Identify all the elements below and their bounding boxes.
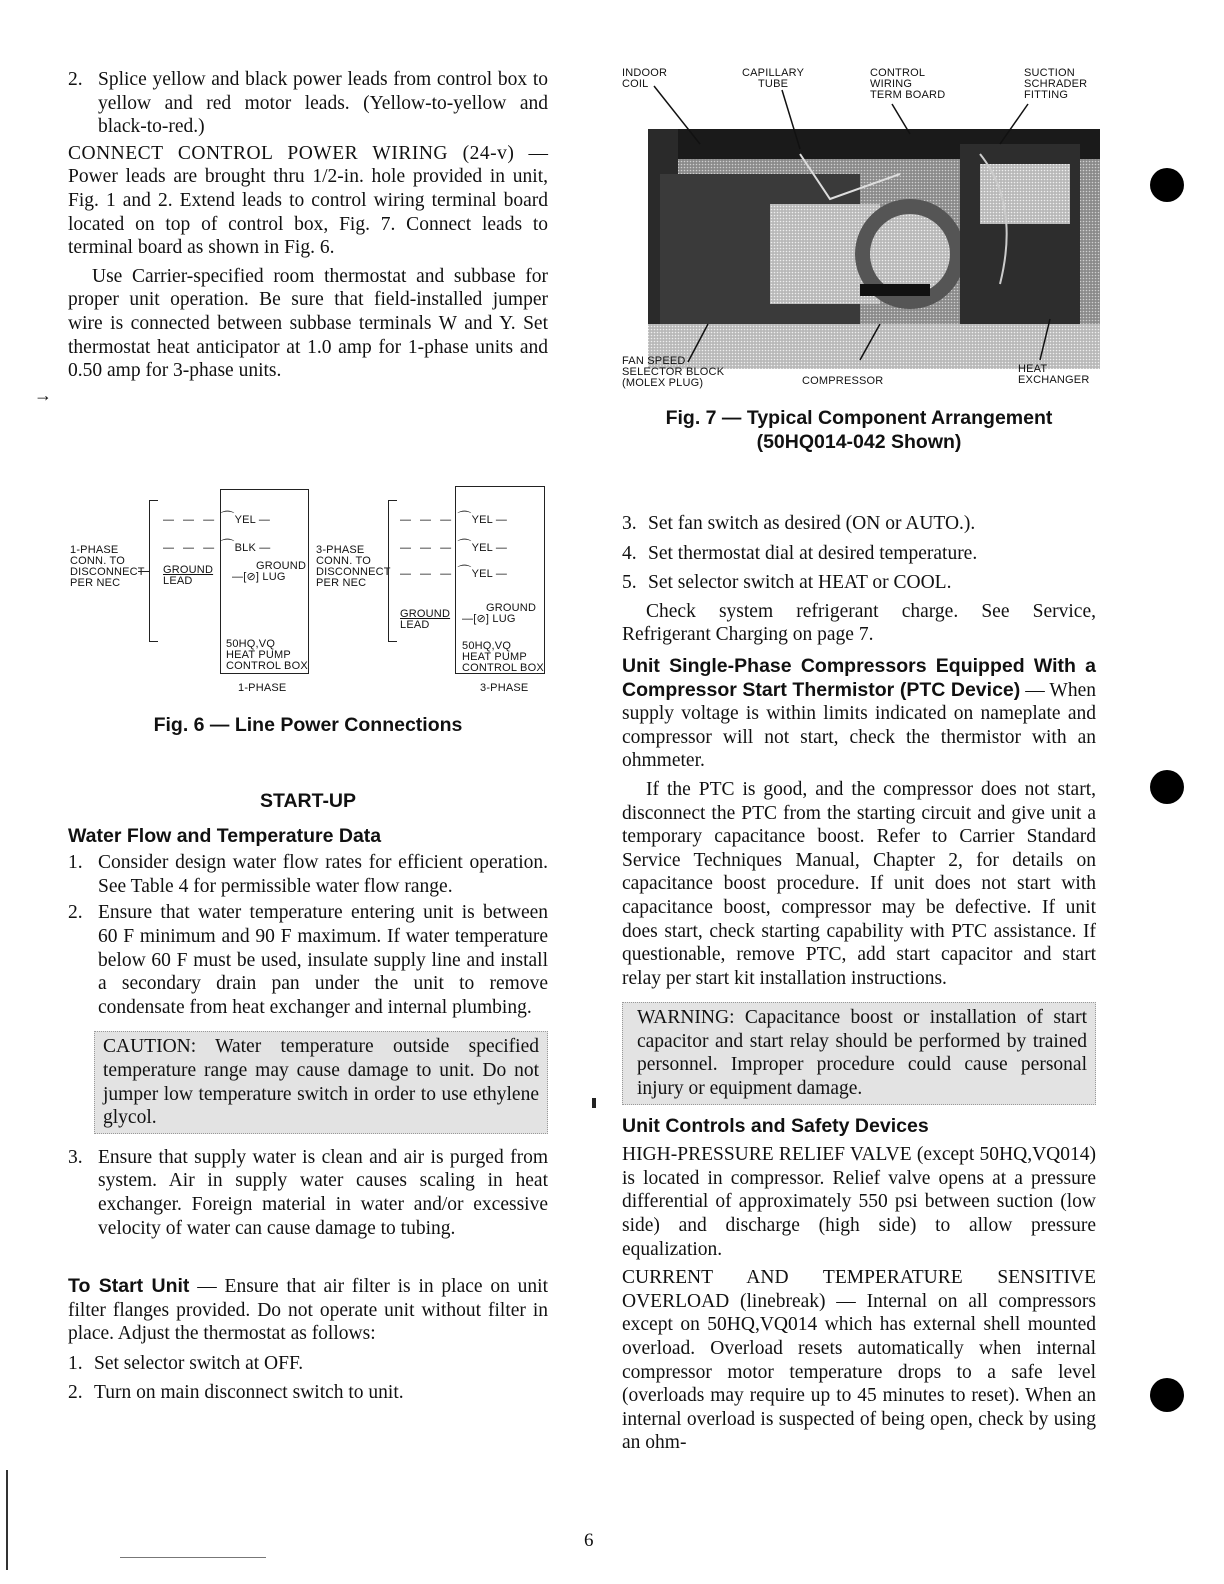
list-item: 2. Turn on main disconnect switch to unit. — [68, 1382, 404, 1404]
list-item: 1. Set selector switch at OFF. — [68, 1352, 304, 1374]
water-flow-heading: Water Flow and Temperature Data — [68, 824, 382, 847]
list-item: 5. Set selector switch at HEAT or COOL. — [622, 572, 952, 594]
box-label-1: 50HQ,VQ HEAT PUMP CONTROL BOX — [226, 638, 308, 672]
yel-1: — — — ⌒YEL — — [163, 510, 271, 526]
list-item: 4. Set thermostat dial at desired temperature. — [622, 542, 978, 564]
fig6-diagram — [70, 485, 560, 700]
list-item: 2. Ensure that water temperature entering unit is between 60 F minimum and 90 F maximum. If water temperature below 60 F must be used, insulate supply line and install a secondary drain pan under the unit to remove condensate from heat exchanger and internal plumbing. — [68, 902, 548, 1018]
label-compressor: COMPRESSOR — [802, 375, 884, 387]
startup-heading: START-UP — [259, 790, 357, 812]
ground-lead-3: GROUND LEAD — [400, 608, 451, 631]
caution-box: CAUTION: Water temperature outside specified temperature range may cause damage to unit. Do not jumper low temperature switch in order to use ethylene glycol. — [94, 1031, 548, 1133]
label-1phase: 1-PHASE — [238, 682, 287, 694]
startup-section — [68, 790, 548, 1405]
label-1phase-conn: 1-PHASE CONN. TO DISCONNECT PER NEC — [70, 544, 145, 589]
yel-3a: — — — ⌒YEL — — [400, 510, 508, 526]
controls-heading: Unit Controls and Safety Devices — [622, 1114, 929, 1137]
thermostat-paragraph: Use Carrier-specified room thermostat and subbase for proper unit operation. Be sure that field-installed jumper wire is connected between subbase terminals W and Y. Set thermostat heat anticipator at 1.0 amp for 1-phase units and 0.50 amp for 3-phase units. — [68, 265, 548, 382]
right-column — [622, 512, 1096, 1455]
list-item: 3. Ensure that supply water is clean and air is purged from system. Air in supply water causes scaling in heat exchanger. Foreign material in water and/or excessive velocity of water can cause damage to tubing. — [68, 1146, 548, 1239]
bracket-3phase — [388, 500, 397, 642]
bottom-rule — [120, 1557, 266, 1558]
yel-3c: — — — ⌒YEL — — [400, 564, 508, 580]
control-wiring-heading: CONNECT CONTROL POWER WIRING (24-v) — [68, 142, 515, 164]
margin-bullet — [1150, 770, 1184, 804]
list-item: 3. Set fan switch as desired (ON or AUTO.). — [622, 513, 976, 534]
label-suction-fitting: SUCTION SCHRADER FITTING — [1024, 67, 1088, 101]
tick-1phase — [138, 571, 149, 572]
bracket-1phase — [149, 500, 158, 642]
check-charge-paragraph: Check system refrigerant charge. See Service, Refrigerant Charging on page 7. — [622, 600, 1096, 646]
fig7-figure — [620, 64, 1100, 394]
label-heat-exchanger: HEAT EXCHANGER — [1018, 363, 1090, 386]
label-control-board: CONTROL WIRING TERM BOARD — [870, 67, 946, 101]
list-item: 2. Splice yellow and black power leads from control box to yellow and red motor leads. (Yellow-to-yellow and black-to-red.) — [68, 69, 548, 138]
label-3phase: 3-PHASE — [480, 682, 529, 694]
list-item: 1. Consider design water flow rates for efficient operation. See Table 4 for permissible water flow range. — [68, 852, 548, 897]
change-arrow: → — [34, 385, 52, 405]
ptc-paragraph-2: If the PTC is good, and the compressor does not start, disconnect the PTC from the starting circuit and give unit a temporary capacitance boost. Refer to Carrier Standard Service Techniques Manual, Chapter 2, for details on capacitance boost procedure. If unit does not start with capacitance boost, compressor may be defective. If unit does start, check starting capability with PTC assistance. If questionable, remove PTC, add start capacitor and start relay per start kit installation instructions. — [622, 778, 1096, 989]
margin-tick — [592, 1098, 596, 1108]
caution-wrap — [68, 1031, 548, 1133]
fig6-caption: Fig. 6 — Line Power Connections — [153, 714, 463, 736]
fig7-caption: Fig. 7 — Typical Component Arrangement (50HQ014-042 Shown) — [665, 407, 1053, 453]
blk: — — — ⌒BLK — — [163, 538, 271, 554]
label-indoor-coil: INDOOR COIL — [622, 67, 668, 90]
ground-lead-1: GROUND LEAD — [163, 564, 214, 587]
ptc-paragraph: Unit Single-Phase Compressors Equipped With a Compressor Start Thermistor (PTC Device) — When supply voltage is within limits indicated on nameplate and compressor will not start, check the thermistor with an ohmmeter. — [622, 654, 1096, 772]
overload-paragraph: CURRENT AND TEMPERATURE SENSITIVE OVERLOAD (linebreak) — Internal on all compressors except on 50HQ,VQ014 which has external shell mounted overload. Overload resets automatically when internal compressor motor temperature drops to a safe level (overloads may require up to 45 minutes to reset). When an internal overload is suspected of being open, check by using an ohm- — [622, 1267, 1096, 1454]
ground-lug-1: GROUND —[⊘] LUG — [232, 560, 307, 583]
left-margin-line — [6, 1470, 8, 1570]
margin-bullet — [1150, 1378, 1184, 1412]
control-wiring-paragraph: CONNECT CONTROL POWER WIRING (24-v) — Power leads are brought thru 1/2-in. hole provided in unit, Fig. 1 and 2. Extend leads to control wiring terminal board located on top of control box, Fig. 7. Connect leads to terminal board as shown in Fig. 6. — [68, 142, 549, 259]
to-start-heading: To Start Unit — [68, 1275, 190, 1298]
photo-body — [648, 129, 1100, 369]
margin-bullet — [1150, 168, 1184, 202]
to-start-paragraph: To Start Unit — Ensure that air filter is in place on unit filter flanges provided. Do not operate unit without filter in place. Adjust the thermostat as follows: — [68, 1275, 549, 1345]
warning-box: WARNING: Capacitance boost or installation of start capacitor and start relay should be performed by trained personnel. Improper procedure could cause personal injury or equipment damage. — [622, 1002, 1096, 1104]
yel-3b: — — — ⌒YEL — — [400, 538, 508, 554]
component-photo — [620, 64, 1100, 394]
label-fan-speed: FAN SPEED SELECTOR BLOCK (MOLEX PLUG) — [622, 355, 725, 389]
label-capillary-tube: CAPILLARY TUBE — [742, 67, 805, 90]
ptc-heading: Unit Single-Phase Compressors Equipped With a Compressor Start Thermistor (PTC Device) — [622, 654, 1096, 701]
box-label-3: 50HQ,VQ HEAT PUMP CONTROL BOX — [462, 640, 544, 674]
page-number: 6 — [584, 1530, 594, 1551]
ground-lug-3: GROUND —[⊘] LUG — [462, 602, 537, 625]
label-3phase-conn: 3-PHASE CONN. TO DISCONNECT PER NEC — [316, 544, 391, 589]
relief-valve-paragraph: HIGH-PRESSURE RELIEF VALVE (except 50HQ,VQ014) is located in compressor. Relief valve opens at a pressure differential of approximately 550 psi between suction (low side) and discharge (high side) to allow pressure equalization. — [622, 1144, 1096, 1260]
left-column-top — [68, 68, 548, 383]
